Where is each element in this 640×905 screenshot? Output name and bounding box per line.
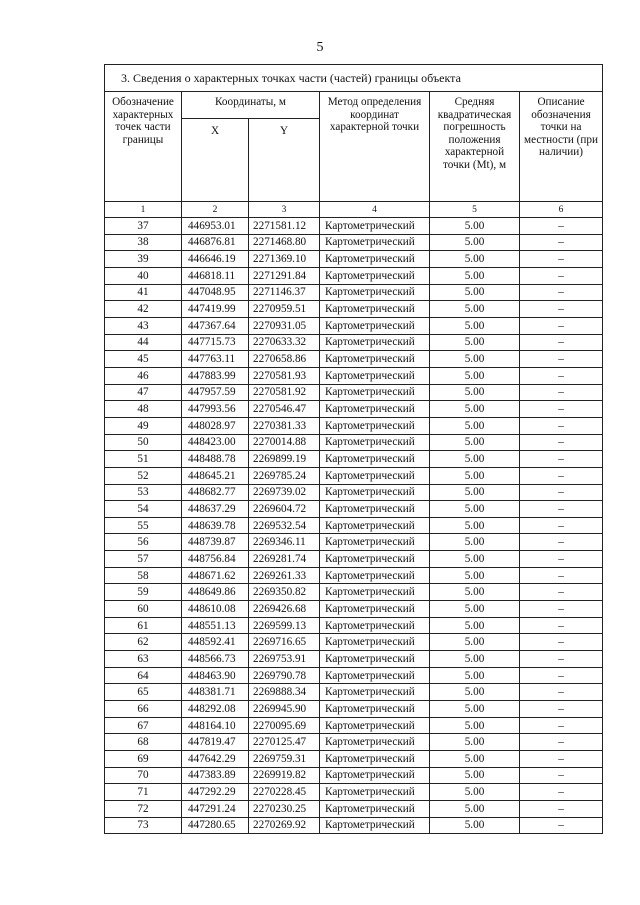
x-coordinate-cell: 448739.87	[182, 534, 249, 551]
description-cell: –	[520, 751, 603, 768]
header-designation: Обозначение характерных точек части границы	[105, 92, 182, 202]
y-coordinate-cell: 2269426.68	[249, 601, 320, 618]
y-coordinate-cell: 2270014.88	[249, 434, 320, 451]
description-cell: –	[520, 551, 603, 568]
y-coordinate-cell: 2270230.25	[249, 800, 320, 817]
point-number-cell: 56	[105, 534, 182, 551]
point-number-cell: 60	[105, 601, 182, 618]
method-cell: Картометрический	[320, 584, 430, 601]
x-coordinate-cell: 448164.10	[182, 717, 249, 734]
method-cell: Картометрический	[320, 601, 430, 618]
x-coordinate-cell: 447883.99	[182, 367, 249, 384]
point-number-cell: 40	[105, 267, 182, 284]
method-cell: Картометрический	[320, 234, 430, 251]
header-description: Описание обозначения точки на местности (при наличии)	[520, 92, 603, 202]
y-coordinate-cell: 2271146.37	[249, 284, 320, 301]
method-cell: Картометрический	[320, 218, 430, 235]
x-coordinate-cell: 448639.78	[182, 517, 249, 534]
table-row	[105, 717, 603, 734]
table-row	[105, 367, 603, 384]
method-cell: Картометрический	[320, 567, 430, 584]
x-coordinate-cell: 448488.78	[182, 451, 249, 468]
error-cell: 5.00	[430, 401, 520, 418]
table-row	[105, 567, 603, 584]
y-coordinate-cell: 2271581.12	[249, 218, 320, 235]
error-cell: 5.00	[430, 800, 520, 817]
point-number-cell: 48	[105, 401, 182, 418]
method-cell: Картометрический	[320, 351, 430, 368]
y-coordinate-cell: 2270959.51	[249, 301, 320, 318]
x-coordinate-cell: 447642.29	[182, 751, 249, 768]
method-cell: Картометрический	[320, 451, 430, 468]
error-cell: 5.00	[430, 367, 520, 384]
y-coordinate-cell: 2269919.82	[249, 767, 320, 784]
point-number-cell: 46	[105, 367, 182, 384]
x-coordinate-cell: 447367.64	[182, 317, 249, 334]
table-row	[105, 651, 603, 668]
table-row	[105, 634, 603, 651]
y-coordinate-cell: 2269346.11	[249, 534, 320, 551]
description-cell: –	[520, 800, 603, 817]
error-cell: 5.00	[430, 334, 520, 351]
x-coordinate-cell: 447957.59	[182, 384, 249, 401]
method-cell: Картометрический	[320, 284, 430, 301]
method-cell: Картометрический	[320, 551, 430, 568]
y-coordinate-cell: 2269532.54	[249, 517, 320, 534]
table-row	[105, 800, 603, 817]
header-method: Метод определения координат характерной точки	[320, 92, 430, 202]
method-cell: Картометрический	[320, 517, 430, 534]
error-cell: 5.00	[430, 234, 520, 251]
table-row	[105, 417, 603, 434]
x-coordinate-cell: 446646.19	[182, 251, 249, 268]
error-cell: 5.00	[430, 617, 520, 634]
description-cell: –	[520, 734, 603, 751]
x-coordinate-cell: 448566.73	[182, 651, 249, 668]
description-cell: –	[520, 351, 603, 368]
description-cell: –	[520, 301, 603, 318]
boundary-points-table	[104, 64, 603, 834]
point-number-cell: 57	[105, 551, 182, 568]
point-number-cell: 38	[105, 234, 182, 251]
error-cell: 5.00	[430, 601, 520, 618]
table-row	[105, 734, 603, 751]
point-number-cell: 61	[105, 617, 182, 634]
table-row	[105, 667, 603, 684]
point-number-cell: 53	[105, 484, 182, 501]
error-cell: 5.00	[430, 251, 520, 268]
method-cell: Картометрический	[320, 301, 430, 318]
description-cell: –	[520, 784, 603, 801]
error-cell: 5.00	[430, 351, 520, 368]
error-cell: 5.00	[430, 701, 520, 718]
description-cell: –	[520, 467, 603, 484]
table-row	[105, 401, 603, 418]
description-cell: –	[520, 334, 603, 351]
error-cell: 5.00	[430, 751, 520, 768]
description-cell: –	[520, 484, 603, 501]
x-coordinate-cell: 446876.81	[182, 234, 249, 251]
x-coordinate-cell: 448671.62	[182, 567, 249, 584]
column-number: 4	[320, 202, 430, 218]
point-number-cell: 63	[105, 651, 182, 668]
error-cell: 5.00	[430, 767, 520, 784]
point-number-cell: 58	[105, 567, 182, 584]
error-cell: 5.00	[430, 551, 520, 568]
point-number-cell: 37	[105, 218, 182, 235]
y-coordinate-cell: 2271468.80	[249, 234, 320, 251]
column-number: 2	[182, 202, 249, 218]
error-cell: 5.00	[430, 267, 520, 284]
table-row	[105, 701, 603, 718]
header-coordinates: Координаты, м	[182, 92, 320, 119]
x-coordinate-cell: 447048.95	[182, 284, 249, 301]
y-coordinate-cell: 2270931.05	[249, 317, 320, 334]
y-coordinate-cell: 2269716.65	[249, 634, 320, 651]
table-row	[105, 601, 603, 618]
error-cell: 5.00	[430, 651, 520, 668]
y-coordinate-cell: 2270125.47	[249, 734, 320, 751]
description-cell: –	[520, 284, 603, 301]
error-cell: 5.00	[430, 284, 520, 301]
point-number-cell: 55	[105, 517, 182, 534]
error-cell: 5.00	[430, 734, 520, 751]
y-coordinate-cell: 2269604.72	[249, 501, 320, 518]
method-cell: Картометрический	[320, 534, 430, 551]
table-row	[105, 784, 603, 801]
table-row	[105, 334, 603, 351]
table-body	[105, 218, 603, 834]
y-coordinate-cell: 2269945.90	[249, 701, 320, 718]
y-coordinate-cell: 2270228.45	[249, 784, 320, 801]
method-cell: Картометрический	[320, 267, 430, 284]
description-cell: –	[520, 251, 603, 268]
method-cell: Картометрический	[320, 751, 430, 768]
method-cell: Картометрический	[320, 617, 430, 634]
point-number-cell: 59	[105, 584, 182, 601]
table-row	[105, 434, 603, 451]
header-y: Y	[249, 119, 320, 202]
x-coordinate-cell: 446953.01	[182, 218, 249, 235]
error-cell: 5.00	[430, 417, 520, 434]
point-number-cell: 49	[105, 417, 182, 434]
x-coordinate-cell: 447993.56	[182, 401, 249, 418]
method-cell: Картометрический	[320, 817, 430, 834]
point-number-cell: 45	[105, 351, 182, 368]
y-coordinate-cell: 2269899.19	[249, 451, 320, 468]
point-number-cell: 43	[105, 317, 182, 334]
error-cell: 5.00	[430, 467, 520, 484]
table-row	[105, 451, 603, 468]
method-cell: Картометрический	[320, 767, 430, 784]
x-coordinate-cell: 447763.11	[182, 351, 249, 368]
y-coordinate-cell: 2269785.24	[249, 467, 320, 484]
y-coordinate-cell: 2270633.32	[249, 334, 320, 351]
column-number: 3	[249, 202, 320, 218]
table-row	[105, 584, 603, 601]
error-cell: 5.00	[430, 717, 520, 734]
method-cell: Картометрический	[320, 651, 430, 668]
x-coordinate-cell: 447280.65	[182, 817, 249, 834]
error-cell: 5.00	[430, 451, 520, 468]
description-cell: –	[520, 401, 603, 418]
method-cell: Картометрический	[320, 667, 430, 684]
x-coordinate-cell: 448292.08	[182, 701, 249, 718]
column-number: 6	[520, 202, 603, 218]
method-cell: Картометрический	[320, 434, 430, 451]
error-cell: 5.00	[430, 501, 520, 518]
y-coordinate-cell: 2269599.13	[249, 617, 320, 634]
point-number-cell: 65	[105, 684, 182, 701]
error-cell: 5.00	[430, 534, 520, 551]
y-coordinate-cell: 2270581.93	[249, 367, 320, 384]
error-cell: 5.00	[430, 301, 520, 318]
description-cell: –	[520, 317, 603, 334]
description-cell: –	[520, 501, 603, 518]
point-number-cell: 70	[105, 767, 182, 784]
point-number-cell: 67	[105, 717, 182, 734]
x-coordinate-cell: 448610.08	[182, 601, 249, 618]
error-cell: 5.00	[430, 484, 520, 501]
y-coordinate-cell: 2271369.10	[249, 251, 320, 268]
point-number-cell: 62	[105, 634, 182, 651]
x-coordinate-cell: 446818.11	[182, 267, 249, 284]
point-number-cell: 54	[105, 501, 182, 518]
point-number-cell: 47	[105, 384, 182, 401]
error-cell: 5.00	[430, 384, 520, 401]
y-coordinate-cell: 2269261.33	[249, 567, 320, 584]
y-coordinate-cell: 2270269.92	[249, 817, 320, 834]
method-cell: Картометрический	[320, 717, 430, 734]
x-coordinate-cell: 447383.89	[182, 767, 249, 784]
point-number-cell: 68	[105, 734, 182, 751]
description-cell: –	[520, 417, 603, 434]
x-coordinate-cell: 448028.97	[182, 417, 249, 434]
table-row	[105, 267, 603, 284]
y-coordinate-cell: 2269350.82	[249, 584, 320, 601]
error-cell: 5.00	[430, 517, 520, 534]
table-row	[105, 817, 603, 834]
description-cell: –	[520, 234, 603, 251]
point-number-cell: 73	[105, 817, 182, 834]
method-cell: Картометрический	[320, 684, 430, 701]
error-cell: 5.00	[430, 817, 520, 834]
method-cell: Картометрический	[320, 417, 430, 434]
table-row	[105, 301, 603, 318]
description-cell: –	[520, 451, 603, 468]
y-coordinate-cell: 2270546.47	[249, 401, 320, 418]
y-coordinate-cell: 2271291.84	[249, 267, 320, 284]
method-cell: Картометрический	[320, 467, 430, 484]
x-coordinate-cell: 447715.73	[182, 334, 249, 351]
y-coordinate-cell: 2269739.02	[249, 484, 320, 501]
description-cell: –	[520, 517, 603, 534]
method-cell: Картометрический	[320, 800, 430, 817]
error-cell: 5.00	[430, 784, 520, 801]
point-number-cell: 66	[105, 701, 182, 718]
description-cell: –	[520, 218, 603, 235]
y-coordinate-cell: 2270095.69	[249, 717, 320, 734]
table-row	[105, 284, 603, 301]
y-coordinate-cell: 2269759.31	[249, 751, 320, 768]
table-row	[105, 467, 603, 484]
header-x: X	[182, 119, 249, 202]
x-coordinate-cell: 448592.41	[182, 634, 249, 651]
x-coordinate-cell: 448682.77	[182, 484, 249, 501]
description-cell: –	[520, 701, 603, 718]
y-coordinate-cell: 2270658.86	[249, 351, 320, 368]
table-row	[105, 218, 603, 235]
table-row	[105, 551, 603, 568]
point-number-cell: 72	[105, 800, 182, 817]
method-cell: Картометрический	[320, 734, 430, 751]
method-cell: Картометрический	[320, 701, 430, 718]
x-coordinate-cell: 448756.84	[182, 551, 249, 568]
method-cell: Картометрический	[320, 317, 430, 334]
x-coordinate-cell: 448463.90	[182, 667, 249, 684]
method-cell: Картометрический	[320, 401, 430, 418]
error-cell: 5.00	[430, 584, 520, 601]
error-cell: 5.00	[430, 317, 520, 334]
error-cell: 5.00	[430, 218, 520, 235]
x-coordinate-cell: 448637.29	[182, 501, 249, 518]
table-row	[105, 484, 603, 501]
table-row	[105, 751, 603, 768]
point-number-cell: 42	[105, 301, 182, 318]
description-cell: –	[520, 617, 603, 634]
x-coordinate-cell: 448551.13	[182, 617, 249, 634]
point-number-cell: 50	[105, 434, 182, 451]
table-row	[105, 234, 603, 251]
description-cell: –	[520, 434, 603, 451]
method-cell: Картометрический	[320, 501, 430, 518]
column-number: 5	[430, 202, 520, 218]
error-cell: 5.00	[430, 634, 520, 651]
method-cell: Картометрический	[320, 334, 430, 351]
x-coordinate-cell: 448645.21	[182, 467, 249, 484]
y-coordinate-cell: 2269753.91	[249, 651, 320, 668]
method-cell: Картометрический	[320, 484, 430, 501]
error-cell: 5.00	[430, 434, 520, 451]
description-cell: –	[520, 534, 603, 551]
point-number-cell: 71	[105, 784, 182, 801]
method-cell: Картометрический	[320, 634, 430, 651]
column-numbers-row	[105, 202, 603, 218]
method-cell: Картометрический	[320, 367, 430, 384]
x-coordinate-cell: 448423.00	[182, 434, 249, 451]
page-number: 5	[316, 40, 324, 55]
error-cell: 5.00	[430, 567, 520, 584]
y-coordinate-cell: 2269281.74	[249, 551, 320, 568]
description-cell: –	[520, 767, 603, 784]
description-cell: –	[520, 651, 603, 668]
x-coordinate-cell: 447419.99	[182, 301, 249, 318]
table-row	[105, 517, 603, 534]
table-row	[105, 534, 603, 551]
description-cell: –	[520, 634, 603, 651]
point-number-cell: 44	[105, 334, 182, 351]
x-coordinate-cell: 447291.24	[182, 800, 249, 817]
table-row	[105, 501, 603, 518]
table-row	[105, 317, 603, 334]
x-coordinate-cell: 447819.47	[182, 734, 249, 751]
table-row	[105, 767, 603, 784]
x-coordinate-cell: 447292.29	[182, 784, 249, 801]
description-cell: –	[520, 667, 603, 684]
y-coordinate-cell: 2269888.34	[249, 684, 320, 701]
point-number-cell: 69	[105, 751, 182, 768]
description-cell: –	[520, 717, 603, 734]
method-cell: Картометрический	[320, 251, 430, 268]
column-number: 1	[105, 202, 182, 218]
description-cell: –	[520, 567, 603, 584]
table-row	[105, 251, 603, 268]
point-number-cell: 64	[105, 667, 182, 684]
description-cell: –	[520, 267, 603, 284]
description-cell: –	[520, 817, 603, 834]
table-row	[105, 384, 603, 401]
x-coordinate-cell: 448381.71	[182, 684, 249, 701]
y-coordinate-cell: 2269790.78	[249, 667, 320, 684]
error-cell: 5.00	[430, 667, 520, 684]
x-coordinate-cell: 448649.86	[182, 584, 249, 601]
method-cell: Картометрический	[320, 384, 430, 401]
point-number-cell: 41	[105, 284, 182, 301]
header-error: Средняя квадратическая погрешность положения характерной точки (Mt), м	[430, 92, 520, 202]
section-title: 3. Сведения о характерных точках части (частей) границы объекта	[105, 65, 603, 92]
y-coordinate-cell: 2270381.33	[249, 417, 320, 434]
description-cell: –	[520, 684, 603, 701]
point-number-cell: 52	[105, 467, 182, 484]
point-number-cell: 51	[105, 451, 182, 468]
error-cell: 5.00	[430, 684, 520, 701]
table-row	[105, 684, 603, 701]
table-row	[105, 351, 603, 368]
description-cell: –	[520, 584, 603, 601]
description-cell: –	[520, 384, 603, 401]
description-cell: –	[520, 601, 603, 618]
method-cell: Картометрический	[320, 784, 430, 801]
description-cell: –	[520, 367, 603, 384]
point-number-cell: 39	[105, 251, 182, 268]
table-row	[105, 617, 603, 634]
y-coordinate-cell: 2270581.92	[249, 384, 320, 401]
